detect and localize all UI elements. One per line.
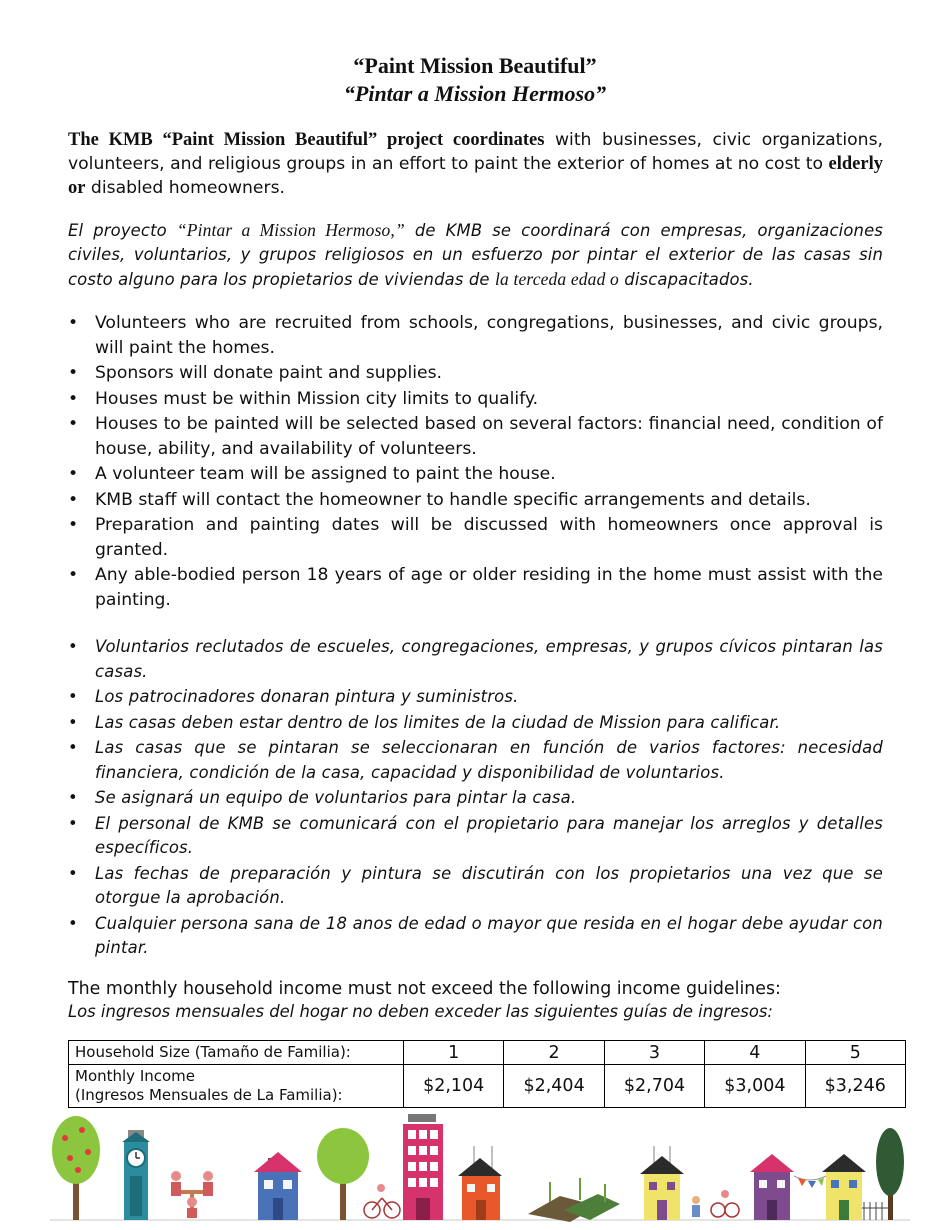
bullet-item: • Any able-bodied person 18 years of age or older residing in the home must assist with the painting.	[68, 563, 883, 612]
bullet-item: • Los patrocinadores donaran pintura y suministros.	[68, 685, 883, 710]
intro-paragraph-spanish	[68, 218, 883, 292]
bullet-item: • Houses must be within Mission city limits to qualify.	[68, 387, 883, 412]
income-table	[68, 1040, 906, 1108]
income-cell: $2,404	[504, 1065, 604, 1108]
title-block	[0, 52, 950, 108]
size-cell: 3	[604, 1041, 704, 1065]
intro-bold-start: The KMB “Paint Mission Beautiful” project coordinates	[68, 130, 545, 150]
title-english: “Paint Mission Beautiful”	[353, 53, 597, 78]
monthly-income-row	[69, 1065, 906, 1108]
garden-icon	[528, 1178, 620, 1222]
orange-house-icon	[458, 1146, 502, 1220]
bullet-item: • Volunteers who are recruited from schools, congregations, businesses, and civic groups, will paint the homes.	[68, 311, 883, 360]
clock-tower-icon	[122, 1130, 150, 1220]
intro-es-text-1: El proyecto	[68, 221, 177, 240]
bullet-item: • Cualquier persona sana de 18 anos de edad o mayor que resida en el hogar debe ayudar con pintar.	[68, 912, 883, 961]
bunting-icon	[794, 1176, 826, 1188]
bullet-item: • Sponsors will donate paint and supplies.	[68, 361, 883, 386]
bullet-item: • A volunteer team will be assigned to paint the house.	[68, 462, 883, 487]
yellow-house-icon	[640, 1146, 684, 1220]
income-cell: $2,104	[404, 1065, 504, 1108]
bullet-list-spanish	[68, 635, 883, 962]
bullet-list-english	[68, 311, 883, 613]
intro-text-3: disabled homeowners.	[85, 178, 285, 198]
bullet-item: • Las fechas de preparación y pintura se discutirán con los propietarios una vez que se otorgue la aprobación.	[68, 862, 883, 911]
intro-text-2: with businesses, civic organizations, volunteers, and religious groups in an effort to paint the exterior of homes at no cost to	[68, 130, 883, 174]
monthly-income-label-es: (Ingresos Mensuales de La Familia):	[75, 1086, 343, 1104]
size-cell: 4	[705, 1041, 805, 1065]
intro-es-quote: “Pintar a Mission Hermoso,”	[176, 220, 405, 240]
title-spanish: “Pintar a Mission Hermoso”	[343, 81, 607, 106]
green-house-icon	[822, 1154, 866, 1220]
bullet-item: • El personal de KMB se comunicará con el propietario para manejar los arreglos y detalles específicos.	[68, 812, 883, 861]
intro-es-text-2: de KMB se coordinará con empresas, organizaciones civiles, voluntarios, y grupos religiosos en un esfuerzo por pintar el exterior de las casas sin costo alguno para los propietarios de viviendas de	[68, 221, 883, 289]
purple-house-icon	[750, 1154, 794, 1220]
intro-paragraph-english	[68, 128, 883, 200]
children-icon	[692, 1190, 739, 1217]
intro-bold-mid: elderly or	[68, 154, 883, 198]
monthly-income-label-en: Monthly Income	[75, 1067, 196, 1085]
size-cell: 5	[805, 1041, 905, 1065]
income-cell: $2,704	[604, 1065, 704, 1108]
household-size-label: Household Size (Tamaño de Familia):	[69, 1041, 404, 1065]
bullet-item: • Se asignará un equipo de voluntarios para pintar la casa.	[68, 786, 883, 811]
intro-es-text-3: discapacitados.	[618, 270, 754, 289]
cyclist-icon	[364, 1184, 400, 1218]
household-size-row	[69, 1041, 906, 1065]
neighborhood-illustration	[50, 1110, 910, 1222]
round-tree-icon	[317, 1128, 369, 1220]
fence-icon	[862, 1202, 892, 1220]
apple-tree-icon	[52, 1116, 100, 1220]
income-guidelines-intro	[68, 977, 883, 1023]
intro-es-mid: la terceda edad o	[495, 269, 619, 289]
size-cell: 1	[404, 1041, 504, 1065]
monthly-income-label	[69, 1065, 404, 1108]
bullet-item: • KMB staff will contact the homeowner to handle specific arrangements and details.	[68, 488, 883, 513]
bullet-item: • Las casas deben estar dentro de los limites de la ciudad de Mission para calificar.	[68, 711, 883, 736]
income-line-english: The monthly household income must not exceed the following income guidelines:	[68, 979, 781, 999]
blue-house-icon	[254, 1152, 302, 1220]
apartment-building-icon	[403, 1114, 443, 1220]
income-cell: $3,246	[805, 1065, 905, 1108]
income-cell: $3,004	[705, 1065, 805, 1108]
income-line-spanish: Los ingresos mensuales del hogar no deben exceder las siguientes guías de ingresos:	[68, 1002, 773, 1021]
people-at-table-icon	[171, 1171, 213, 1218]
bullet-item: • Las casas que se pintaran se seleccionaran en función de varios factores: necesidad financiera, condición de la casa, capacidad y disponibilidad de voluntarios.	[68, 736, 883, 785]
bullet-item: • Houses to be painted will be selected based on several factors: financial need, condition of house, ability, and availability of volunteers.	[68, 412, 883, 461]
bullet-item: • Voluntarios reclutados de escueles, congregaciones, empresas, y grupos cívicos pintaran las casas.	[68, 635, 883, 684]
bullet-item: • Preparation and painting dates will be discussed with homeowners once approval is granted.	[68, 513, 883, 562]
evergreen-tree-icon	[876, 1128, 904, 1220]
size-cell: 2	[504, 1041, 604, 1065]
